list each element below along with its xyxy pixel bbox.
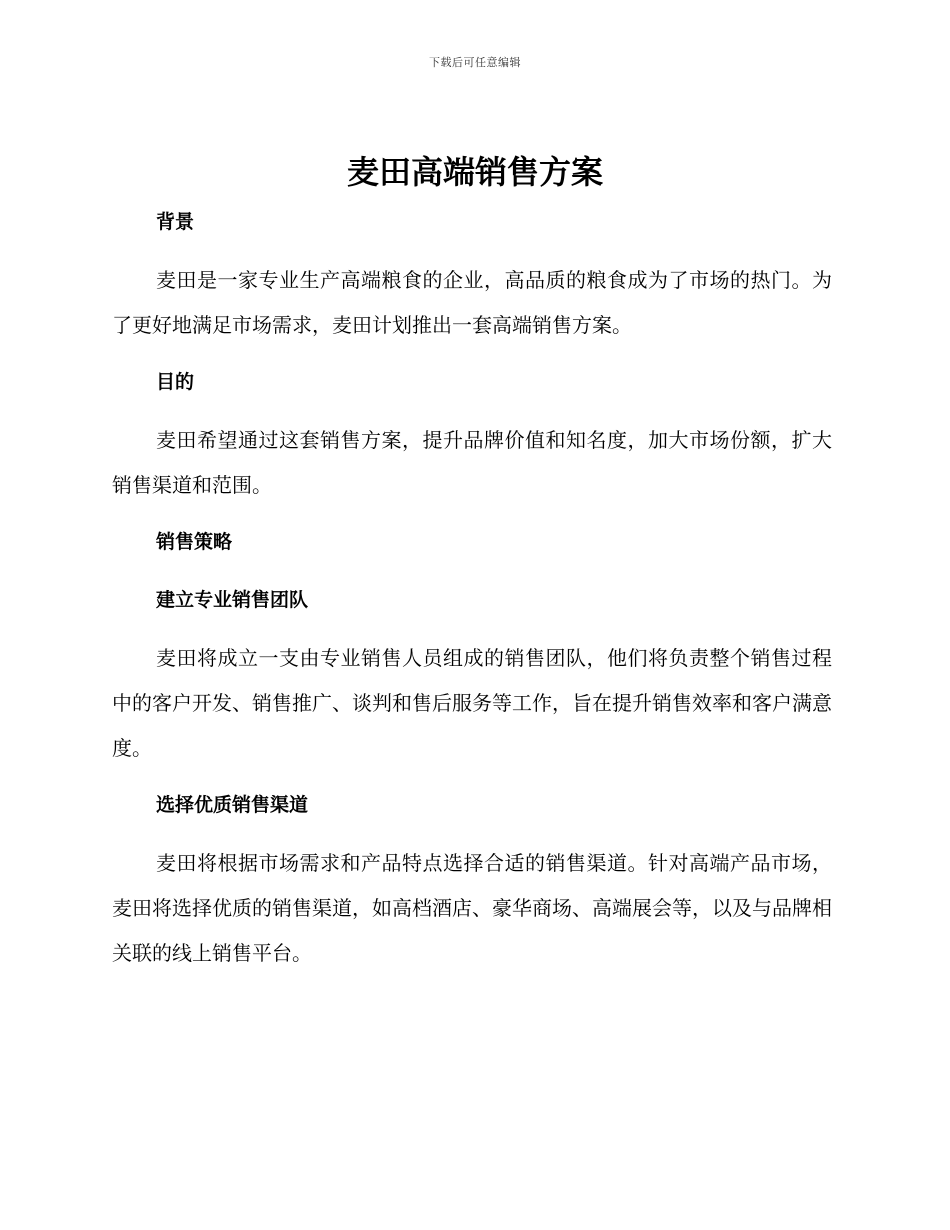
paragraph-goal: 麦田希望通过这套销售方案，提升品牌价值和知名度，加大市场份额，扩大销售渠道和范围。 [112, 428, 832, 497]
section-heading-goal: 目的 [156, 371, 195, 393]
header-note: 下载后可任意编辑 [429, 56, 521, 69]
paragraph-background: 麦田是一家专业生产高端粮食的企业，高品质的粮食成为了市场的热门。为了更好地满足市场需求，麦田计划推出一套高端销售方案。 [112, 268, 832, 337]
section-heading-strategy: 销售策略 [156, 531, 233, 553]
paragraph-channel: 麦田将根据市场需求和产品特点选择合适的销售渠道。针对高端产品市场，麦田将选择优质的销售渠道，如高档酒店、豪华商场、高端展会等，以及与品牌相关联的线上销售平台。 [112, 851, 832, 965]
subsection-heading-channel: 选择优质销售渠道 [156, 794, 309, 816]
document-title: 麦田高端销售方案 [346, 153, 603, 191]
section-heading-background: 背景 [156, 211, 195, 233]
document-body [112, 200, 832, 976]
paragraph-team: 麦田将成立一支由专业销售人员组成的销售团队，他们将负责整个销售过程中的客户开发、销售推广、谈判和售后服务等工作，旨在提升销售效率和客户满意度。 [112, 646, 832, 760]
subsection-heading-team: 建立专业销售团队 [156, 589, 309, 611]
